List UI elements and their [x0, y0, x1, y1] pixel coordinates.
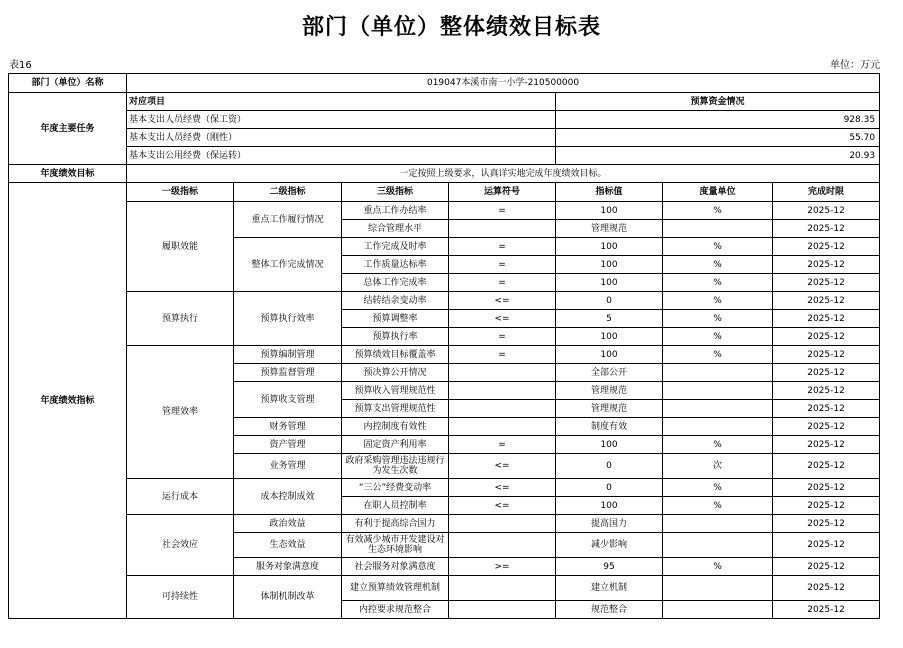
task-amount: 928.35 [556, 111, 880, 129]
task-row [9, 111, 880, 129]
tasks-header-row [9, 93, 880, 111]
l3-cell: 固定资产利用率 [342, 436, 449, 454]
value-cell: 100 [556, 238, 663, 256]
deadline-cell: 2025-12 [773, 558, 880, 576]
tasks-col-budget: 预算资金情况 [556, 93, 880, 111]
unit-cell: % [663, 292, 773, 310]
deadline-cell: 2025-12 [773, 256, 880, 274]
header-op: 运算符号 [449, 183, 556, 202]
deadline-cell: 2025-12 [773, 346, 880, 364]
goal-label: 年度绩效目标 [9, 165, 127, 183]
unit-cell [663, 400, 773, 418]
l3-cell: 预算收入管理规范性 [342, 382, 449, 400]
indicator-row [9, 202, 880, 220]
header-value: 指标值 [556, 183, 663, 202]
unit-cell: % [663, 274, 773, 292]
unit-cell [663, 515, 773, 533]
l1-cell: 管理效率 [127, 346, 234, 479]
value-cell: 管理规范 [556, 220, 663, 238]
task-name: 基本支出人员经费（保工资） [127, 111, 556, 129]
l1-cell: 预算执行 [127, 292, 234, 346]
value-cell: 100 [556, 346, 663, 364]
deadline-cell: 2025-12 [773, 292, 880, 310]
value-cell: 100 [556, 202, 663, 220]
deadline-cell: 2025-12 [773, 601, 880, 619]
deadline-cell: 2025-12 [773, 479, 880, 497]
value-cell: 提高国力 [556, 515, 663, 533]
l3-cell: 预算调整率 [342, 310, 449, 328]
tasks-label: 年度主要任务 [9, 93, 127, 165]
l3-cell: 预算执行率 [342, 328, 449, 346]
op-cell: <= [449, 310, 556, 328]
l3-cell: 综合管理水平 [342, 220, 449, 238]
unit-cell [663, 576, 773, 601]
op-cell [449, 576, 556, 601]
value-cell: 建立机制 [556, 576, 663, 601]
op-cell [449, 418, 556, 436]
header-l3: 三级指标 [342, 183, 449, 202]
l3-cell: “三公”经费变动率 [342, 479, 449, 497]
value-cell: 95 [556, 558, 663, 576]
l2-cell: 预算监督管理 [234, 364, 342, 382]
unit-cell: % [663, 202, 773, 220]
l1-cell: 可持续性 [127, 576, 234, 619]
op-cell: = [449, 328, 556, 346]
l3-cell: 预算绩效目标覆盖率 [342, 346, 449, 364]
dept-label: 部门（单位）名称 [9, 74, 127, 93]
value-cell: 制度有效 [556, 418, 663, 436]
op-cell [449, 515, 556, 533]
indicators-label: 年度绩效指标 [9, 183, 127, 619]
header-unit: 度量单位 [663, 183, 773, 202]
value-cell: 100 [556, 274, 663, 292]
page-title: 部门（单位）整体绩效目标表 [301, 14, 601, 40]
deadline-cell: 2025-12 [773, 454, 880, 479]
dept-value: 019047本溪市南一小学-210500000 [127, 74, 880, 93]
l1-cell: 运行成本 [127, 479, 234, 515]
value-cell: 全部公开 [556, 364, 663, 382]
value-cell: 100 [556, 497, 663, 515]
value-cell: 0 [556, 292, 663, 310]
op-cell [449, 400, 556, 418]
unit-label: 单位：万元 [830, 60, 880, 71]
value-cell: 管理规范 [556, 400, 663, 418]
l2-cell: 财务管理 [234, 418, 342, 436]
op-cell: <= [449, 454, 556, 479]
dept-row [9, 74, 880, 93]
unit-cell: % [663, 346, 773, 364]
l2-cell: 整体工作完成情况 [234, 238, 342, 292]
unit-cell: % [663, 479, 773, 497]
unit-cell [663, 418, 773, 436]
l3-cell: 总体工作完成率 [342, 274, 449, 292]
op-cell [449, 601, 556, 619]
l2-cell: 预算执行效率 [234, 292, 342, 346]
value-cell: 管理规范 [556, 382, 663, 400]
unit-cell: % [663, 497, 773, 515]
deadline-cell: 2025-12 [773, 400, 880, 418]
l1-cell: 社会效应 [127, 515, 234, 576]
deadline-cell: 2025-12 [773, 238, 880, 256]
l3-cell: 结转结余变动率 [342, 292, 449, 310]
op-cell: <= [449, 479, 556, 497]
op-cell [449, 364, 556, 382]
l3-cell: 在职人员控制率 [342, 497, 449, 515]
value-cell: 规范整合 [556, 601, 663, 619]
op-cell: = [449, 346, 556, 364]
value-cell: 100 [556, 328, 663, 346]
unit-cell [663, 601, 773, 619]
task-row [9, 129, 880, 147]
l3-cell: 社会服务对象满意度 [342, 558, 449, 576]
l2-cell: 资产管理 [234, 436, 342, 454]
indicator-row [9, 479, 880, 497]
l3-cell: 有利于提高综合国力 [342, 515, 449, 533]
l2-cell: 生态效益 [234, 533, 342, 558]
task-row [9, 147, 880, 165]
op-cell: <= [449, 497, 556, 515]
l3-cell: 工作完成及时率 [342, 238, 449, 256]
value-cell: 100 [556, 436, 663, 454]
op-cell [449, 382, 556, 400]
l3-cell: 有效减少城市开发建设对生态环境影响 [342, 533, 449, 558]
task-amount: 20.93 [556, 147, 880, 165]
l1-cell: 履职效能 [127, 202, 234, 292]
deadline-cell: 2025-12 [773, 202, 880, 220]
tasks-col-project: 对应项目 [127, 93, 556, 111]
unit-cell: % [663, 310, 773, 328]
deadline-cell: 2025-12 [773, 310, 880, 328]
task-amount: 55.70 [556, 129, 880, 147]
indicator-row [9, 292, 880, 310]
indicator-header-row [9, 183, 880, 202]
l3-cell: 内控要求规范整合 [342, 601, 449, 619]
deadline-cell: 2025-12 [773, 436, 880, 454]
header-l1: 一级指标 [127, 183, 234, 202]
deadline-cell: 2025-12 [773, 220, 880, 238]
unit-cell: % [663, 238, 773, 256]
l3-cell: 预算支出管理规范性 [342, 400, 449, 418]
deadline-cell: 2025-12 [773, 576, 880, 601]
unit-cell [663, 533, 773, 558]
op-cell: <= [449, 292, 556, 310]
l2-cell: 体制机制改革 [234, 576, 342, 619]
l2-cell: 政治效益 [234, 515, 342, 533]
deadline-cell: 2025-12 [773, 515, 880, 533]
task-name: 基本支出公用经费（保运转） [127, 147, 556, 165]
goal-value: 一定按照上级要求，认真详实地完成年度绩效目标。 [127, 165, 880, 183]
unit-cell [663, 220, 773, 238]
l3-cell: 建立预算绩效管理机制 [342, 576, 449, 601]
deadline-cell: 2025-12 [773, 382, 880, 400]
value-cell: 0 [556, 454, 663, 479]
value-cell: 减少影响 [556, 533, 663, 558]
l2-cell: 成本控制成效 [234, 479, 342, 515]
op-cell: >= [449, 558, 556, 576]
header-l2: 二级指标 [234, 183, 342, 202]
op-cell: = [449, 202, 556, 220]
unit-cell: 次 [663, 454, 773, 479]
l3-cell: 政府采购管理违法违规行为发生次数 [342, 454, 449, 479]
indicator-row [9, 515, 880, 533]
op-cell [449, 220, 556, 238]
l2-cell: 业务管理 [234, 454, 342, 479]
task-name: 基本支出人员经费（刚性） [127, 129, 556, 147]
deadline-cell: 2025-12 [773, 418, 880, 436]
deadline-cell: 2025-12 [773, 274, 880, 292]
op-cell: = [449, 436, 556, 454]
deadline-cell: 2025-12 [773, 497, 880, 515]
l3-cell: 工作质量达标率 [342, 256, 449, 274]
l2-cell: 预算收支管理 [234, 382, 342, 418]
value-cell: 100 [556, 256, 663, 274]
op-cell: = [449, 238, 556, 256]
op-cell: = [449, 256, 556, 274]
deadline-cell: 2025-12 [773, 364, 880, 382]
l3-cell: 重点工作办结率 [342, 202, 449, 220]
value-cell: 0 [556, 479, 663, 497]
unit-cell: % [663, 436, 773, 454]
deadline-cell: 2025-12 [773, 533, 880, 558]
header-deadline: 完成时限 [773, 183, 880, 202]
l2-cell: 服务对象满意度 [234, 558, 342, 576]
table-number: 表16 [9, 60, 32, 71]
unit-cell: % [663, 256, 773, 274]
indicator-row [9, 576, 880, 601]
l3-cell: 内控制度有效性 [342, 418, 449, 436]
deadline-cell: 2025-12 [773, 328, 880, 346]
performance-table [8, 73, 879, 619]
unit-cell: % [663, 328, 773, 346]
unit-cell [663, 364, 773, 382]
l2-cell: 预算编制管理 [234, 346, 342, 364]
value-cell: 5 [556, 310, 663, 328]
op-cell: = [449, 274, 556, 292]
indicator-row [9, 346, 880, 364]
unit-cell: % [663, 558, 773, 576]
unit-cell [663, 382, 773, 400]
goal-row [9, 165, 880, 183]
l2-cell: 重点工作履行情况 [234, 202, 342, 238]
op-cell [449, 533, 556, 558]
l3-cell: 预决算公开情况 [342, 364, 449, 382]
